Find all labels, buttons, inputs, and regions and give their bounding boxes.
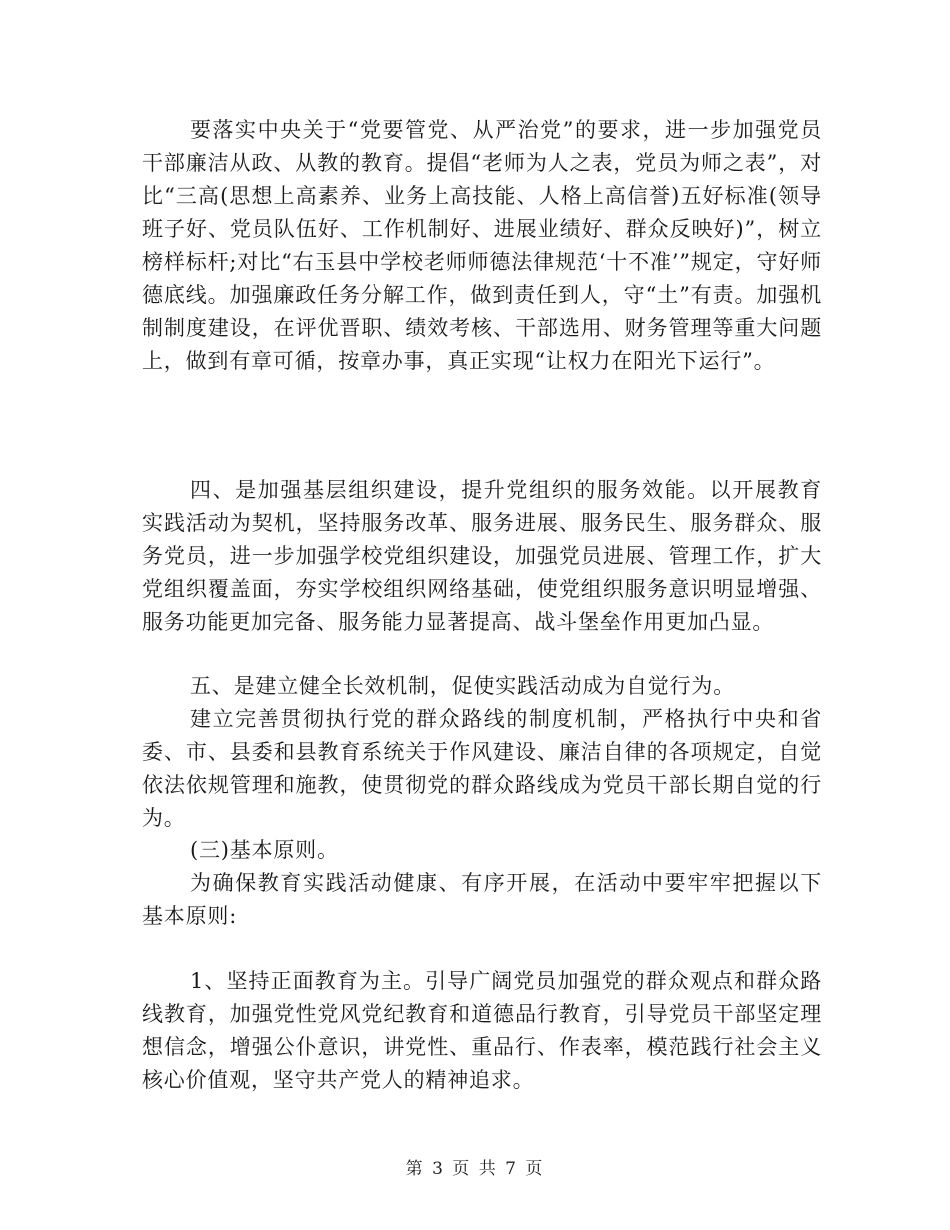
section-heading-basic-principles: (三)基本原则。 [190, 838, 339, 862]
paragraph-long-term-mechanism-heading: 五、是建立健全长效机制，促使实践活动成为自觉行为。 [190, 674, 735, 698]
page-number-footer: 第 3 页 共 7 页 [405, 1159, 545, 1179]
paragraph-principle-1: 1、坚持正面教育为主。引导广阔党员加强党的群众观点和群众路线教育，加强党性党风党纪教育和道德品行教育，引导党员干部坚定理想信念，增强公仆意识，讲党性、重品行、作表率，模范践行社会主义核心价值观，坚守共产党人的精神追求。 [142, 969, 822, 1092]
paragraph-grassroots-organization: 四、是加强基层组织建设，提升党组织的服务效能。以开展教育实践活动为契机，坚持服务改革、服务进展、服务民生、服务群众、服务党员，进一步加强学校党组织建设，加强党员进展、管理工作，扩大党组织覆盖面，夯实学校组织网络基础，使党组织服务意识明显增强、服务功能更加完备、服务能力显著提高、战斗堡垒作用更加凸显。 [142, 478, 822, 634]
paragraph-system-mechanism: 建立完善贯彻执行党的群众路线的制度机制，严格执行中央和省委、市、县委和县教育系统关于作风建设、廉洁自律的各项规定，自觉依法依规管理和施教，使贯彻党的群众路线成为党员干部长期自觉的行为。 [142, 707, 822, 830]
paragraph-principles-intro: 为确保教育实践活动健康、有序开展，在活动中要牢牢把握以下基本原则: [142, 871, 822, 928]
paragraph-integrity-education: 要落实中央关于“党要管党、从严治党”的要求，进一步加强党员干部廉洁从政、从教的教育。提倡“老师为人之表，党员为师之表”，对比“三高(思想上高素养、业务上高技能、人格上高信誉)五好标准(领导班子好、党员队伍好、工作机制好、进展业绩好、群众反映好)”，树立榜样标杆;对比“右玉县中学校老师师德法律规范‘十不准’”规定，守好师德底线。加强廉政任务分解工作，做到责任到人，守“土”有责。加强机制制度建设，在评优晋职、绩效考核、干部选用、财务管理等重大问题上，做到有章可循，按章办事，真正实现“让权力在阳光下运行”。 [142, 118, 822, 373]
